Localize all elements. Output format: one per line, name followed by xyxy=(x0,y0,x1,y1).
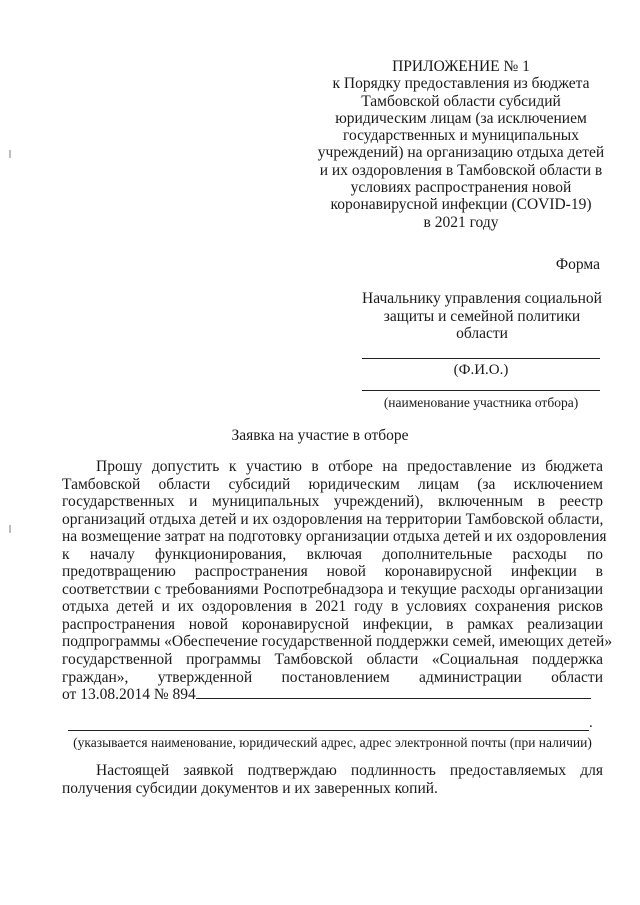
appendix-line: коронавирусной инфекции (COVID-19) xyxy=(330,196,592,214)
body-line-decree xyxy=(62,686,603,704)
appendix-line: учреждений) на организацию отдыха детей xyxy=(317,144,605,162)
scan-margin-mark xyxy=(9,525,11,533)
fio-signature-line xyxy=(362,358,600,359)
body-line: к началу функционирования, включая дополнительные расходы по xyxy=(62,545,603,563)
appendix-line: в 2021 году xyxy=(423,213,499,231)
confirmation-line: получения субсидии документов и их заверенных копий. xyxy=(62,779,438,797)
addressee-line: защиты и семейной политики xyxy=(383,307,581,325)
body-line: государственных и муниципальных учреждений), включенным в реестр xyxy=(62,493,603,511)
appendix-title: ПРИЛОЖЕНИЕ № 1 xyxy=(392,58,530,75)
body-line: подпрограммы «Обеспечение государственной поддержки семей, имеющих детей» xyxy=(62,633,613,651)
decree-fill-line xyxy=(196,686,591,699)
addressee-block xyxy=(360,290,604,343)
organization-end-mark: . xyxy=(589,715,593,731)
application-title: Заявка на участие в отборе xyxy=(231,427,409,444)
appendix-line: Тамбовской области субсидий xyxy=(361,92,561,110)
fio-caption: (Ф.И.О.) xyxy=(453,362,509,378)
body-line: Прошу допустить к участию в отборе на предоставление из бюджета xyxy=(96,458,603,475)
organization-caption: (указывается наименование, юридический адрес, адрес электронной почты (при наличии) xyxy=(73,735,592,750)
appendix-line: государственных и муниципальных xyxy=(343,127,579,145)
appendix-header xyxy=(300,58,622,231)
participant-caption: (наименование участника отбора) xyxy=(383,395,579,410)
addressee-line: области xyxy=(456,325,508,342)
body-line: граждан», утвержденной постановлением администрации области xyxy=(62,668,603,686)
body-line: соответствии с требованиями Роспотребнадзора и текущие расходы организации xyxy=(62,580,603,598)
appendix-line: юридическим лицам (за исключением xyxy=(335,109,587,127)
body-line: на возмещение затрат на подготовку организации отдыха детей и их оздоровления xyxy=(62,528,607,546)
body-line: распространения новой коронавирусной инфекции, в рамках реализации xyxy=(62,615,603,633)
addressee-line: Начальнику управления социальной xyxy=(362,290,602,307)
organization-fill-line xyxy=(68,730,589,731)
appendix-line: условиях распространения новой xyxy=(350,179,572,197)
confirmation-line: Настоящей заявкой подтверждаю подлинность предоставляемых для xyxy=(96,762,603,779)
participant-name-line xyxy=(362,390,600,391)
appendix-line: и их оздоровления в Тамбовской области в xyxy=(319,161,603,179)
confirmation-paragraph xyxy=(62,762,603,797)
body-line: отдыха детей и их оздоровления в 2021 году в условиях сохранения рисков xyxy=(62,598,603,616)
body-line: предотвращению распространения новой коронавирусной инфекции в xyxy=(62,563,603,581)
body-line: государственной программы Тамбовской области «Социальная поддержка xyxy=(62,651,603,669)
application-body xyxy=(62,458,613,704)
appendix-line: к Порядку предоставления из бюджета xyxy=(332,75,590,93)
body-line: организаций отдыха детей и их оздоровления на территории Тамбовской области, xyxy=(62,510,604,528)
scan-margin-mark xyxy=(9,150,11,158)
form-label: Форма xyxy=(555,256,600,273)
decree-reference: от 13.08.2014 № 894 xyxy=(62,686,196,704)
body-line: Тамбовской области субсидий юридическим лицам (за исключением xyxy=(62,475,603,493)
